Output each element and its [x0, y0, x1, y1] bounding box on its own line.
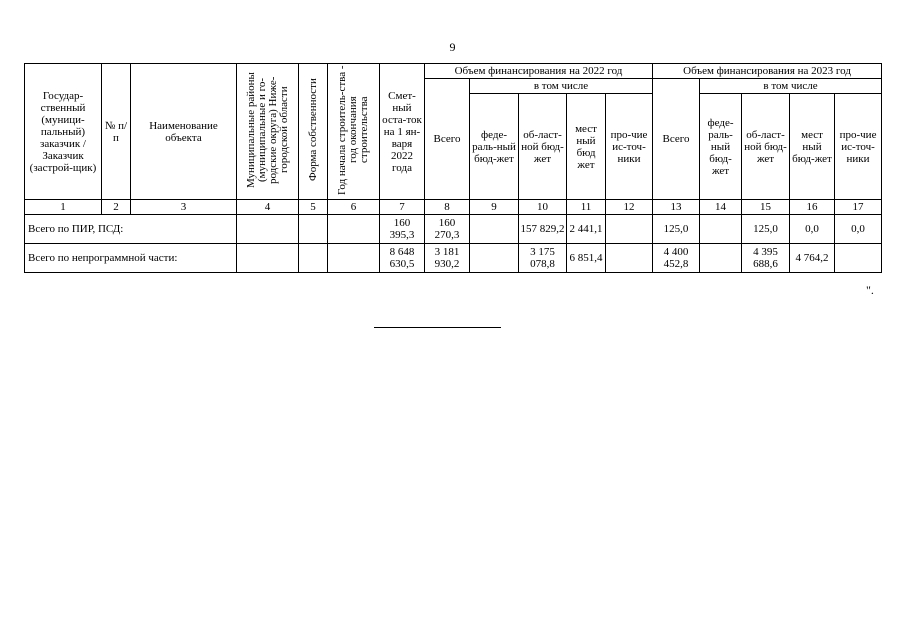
header-2022-other: про-чие ис-точ-ники	[606, 94, 653, 200]
cell-ownership	[299, 244, 328, 273]
cell-2023-regional: 4 395 688,6	[742, 244, 790, 273]
cell-2022-federal	[470, 215, 519, 244]
header-number: № п/п	[102, 64, 131, 200]
cell-2022-other	[606, 244, 653, 273]
cell-2022-regional: 3 175 078,8	[519, 244, 567, 273]
column-number: 13	[653, 200, 700, 215]
cell-2022-other	[606, 215, 653, 244]
table-row	[25, 215, 882, 244]
financing-table	[24, 63, 882, 273]
cell-2023-other: 0,0	[835, 215, 882, 244]
cell-2023-federal	[700, 244, 742, 273]
cell-2022-local: 6 851,4	[567, 244, 606, 273]
header-customer: Государ-ственный (муници-пальный) заказчик / Заказчик (застрой-щик)	[25, 64, 102, 200]
cell-years	[328, 244, 380, 273]
cell-years	[328, 215, 380, 244]
header-2023-total: Всего	[653, 79, 700, 200]
column-number: 5	[299, 200, 328, 215]
column-number: 4	[237, 200, 299, 215]
column-number: 17	[835, 200, 882, 215]
cell-2023-regional: 125,0	[742, 215, 790, 244]
header-2022-total: Всего	[425, 79, 470, 200]
cell-2023-other	[835, 244, 882, 273]
header-fin-2022: Объем финансирования на 2022 год	[425, 64, 653, 79]
header-2023-local: мест ный бюд-жет	[790, 94, 835, 200]
cell-2023-total: 4 400 452,8	[653, 244, 700, 273]
cell-2023-local: 0,0	[790, 215, 835, 244]
header-ownership	[299, 64, 328, 200]
cell-2022-total: 3 181 930,2	[425, 244, 470, 273]
header-2023-including: в том числе	[700, 79, 882, 94]
column-number: 11	[567, 200, 606, 215]
column-number-row	[25, 200, 882, 215]
table-row	[25, 244, 882, 273]
column-number: 14	[700, 200, 742, 215]
column-number: 6	[328, 200, 380, 215]
header-years-text: Год начала строитель-ства - год окончания строительства	[336, 65, 370, 195]
cell-2022-total: 160 270,3	[425, 215, 470, 244]
closing-quote-mark: ".	[866, 283, 874, 297]
cell-2023-federal	[700, 215, 742, 244]
cell-estimate: 160 395,3	[380, 215, 425, 244]
cell-2022-regional: 157 829,2	[519, 215, 567, 244]
header-object-name: Наименование объекта	[131, 64, 237, 200]
header-estimate: Смет-ный оста-ток на 1 ян-варя 2022 года	[380, 64, 425, 200]
header-2023-federal: феде-раль-ный бюд-жет	[700, 94, 742, 200]
column-number: 15	[742, 200, 790, 215]
column-number: 8	[425, 200, 470, 215]
header-2022-regional: об-ласт-ной бюд-жет	[519, 94, 567, 200]
column-number: 7	[380, 200, 425, 215]
column-number: 10	[519, 200, 567, 215]
cell-districts	[237, 215, 299, 244]
column-number: 9	[470, 200, 519, 215]
cell-2022-federal	[470, 244, 519, 273]
header-ownership-text: Форма собственности	[306, 78, 319, 182]
column-number: 3	[131, 200, 237, 215]
header-2023-other: про-чие ис-точ-ники	[835, 94, 882, 200]
cell-districts	[237, 244, 299, 273]
cell-2023-local: 4 764,2	[790, 244, 835, 273]
header-districts-text: Муниципальные районы (муниципальные и го-родские округа) Ниже-городской области	[244, 72, 290, 188]
column-number: 16	[790, 200, 835, 215]
row-label: Всего по непрограммной части:	[25, 244, 237, 273]
header-years	[328, 64, 380, 200]
row-label: Всего по ПИР, ПСД:	[25, 215, 237, 244]
horizontal-rule	[374, 327, 501, 328]
column-number: 1	[25, 200, 102, 215]
column-number: 2	[102, 200, 131, 215]
column-number: 12	[606, 200, 653, 215]
cell-estimate: 8 648 630,5	[380, 244, 425, 273]
cell-2023-total: 125,0	[653, 215, 700, 244]
header-fin-2023: Объем финансирования на 2023 год	[653, 64, 882, 79]
header-2022-including: в том числе	[470, 79, 653, 94]
cell-ownership	[299, 215, 328, 244]
cell-2022-local: 2 441,1	[567, 215, 606, 244]
header-2023-regional: об-ласт-ной бюд-жет	[742, 94, 790, 200]
page-number: 9	[449, 40, 456, 54]
header-districts	[237, 64, 299, 200]
header-2022-local: мест ный бюд жет	[567, 94, 606, 200]
header-2022-federal: феде-раль-ный бюд-жет	[470, 94, 519, 200]
